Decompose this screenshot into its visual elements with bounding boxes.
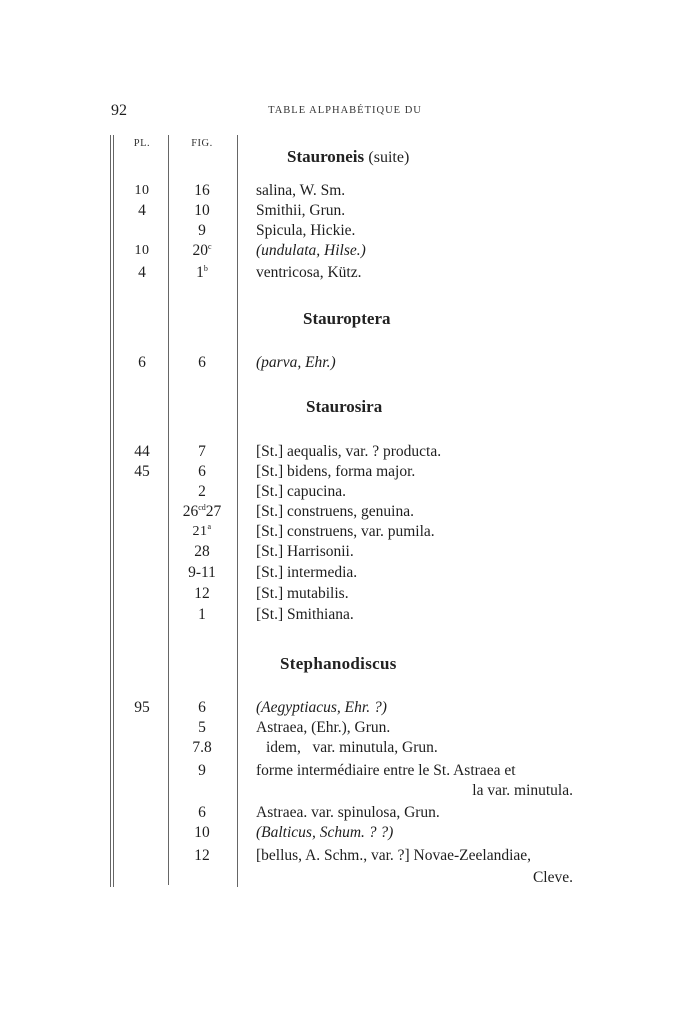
entry-row bbox=[0, 221, 700, 241]
entry-figure: 9 bbox=[198, 222, 206, 239]
page-number: 92 bbox=[111, 102, 127, 119]
entry-text: Spicula, Hickie. bbox=[256, 222, 356, 239]
entry-row-continuation bbox=[0, 781, 700, 801]
entry-text: Astraea. var. spinulosa, Grun. bbox=[256, 804, 440, 821]
entry-figure: 7 bbox=[198, 443, 206, 460]
figure-number: 20 bbox=[192, 242, 208, 259]
entry-row bbox=[0, 482, 700, 502]
entry-text: [St.] aequalis, var. ? producta. bbox=[256, 443, 442, 460]
genus-heading bbox=[287, 147, 409, 167]
entry-plate: 44 bbox=[134, 443, 150, 460]
entry-plate: 95 bbox=[134, 699, 150, 716]
entry-figure: 2 bbox=[198, 483, 206, 500]
entry-plate: 10 bbox=[134, 183, 150, 198]
entry-plate: 10 bbox=[134, 243, 150, 258]
entry-figure: 6 bbox=[198, 804, 206, 821]
entry-text: [St.] bidens, forma major. bbox=[256, 463, 416, 480]
entry-plate: 45 bbox=[134, 463, 150, 480]
entry-row bbox=[0, 761, 700, 781]
entry-text: Astraea, (Ehr.), Grun. bbox=[256, 719, 391, 736]
entry-text: [St.] construens, genuina. bbox=[256, 503, 414, 520]
running-head: TABLE ALPHABÉTIQUE DU bbox=[268, 105, 422, 116]
entry-figure bbox=[170, 502, 234, 522]
entry-row bbox=[0, 584, 700, 604]
entry-figure: 12 bbox=[194, 585, 210, 602]
genus-heading: Stephanodiscus bbox=[280, 654, 397, 673]
entry-row bbox=[0, 846, 700, 866]
figure-superscript: cd bbox=[198, 503, 206, 512]
entry-plate: 4 bbox=[138, 264, 146, 281]
entry-row bbox=[0, 542, 700, 562]
entry-figure: 5 bbox=[198, 719, 206, 736]
entry-text: (undulata, Hilse.) bbox=[256, 242, 366, 259]
figure-superscript: c bbox=[207, 242, 212, 251]
entry-plate: 6 bbox=[138, 354, 146, 371]
entry-figure: 16 bbox=[194, 182, 210, 199]
figure-superscript: b bbox=[203, 264, 208, 273]
entry-row bbox=[0, 263, 700, 283]
entry-text: (Aegyptiacus, Ehr. ?) bbox=[256, 699, 387, 716]
entry-figure bbox=[170, 522, 234, 542]
entry-figure: 28 bbox=[194, 543, 210, 560]
column-header-fig: FIG. bbox=[191, 138, 213, 149]
figure-number: 21 bbox=[192, 524, 208, 539]
entry-row bbox=[0, 605, 700, 625]
entry-figure bbox=[170, 241, 234, 261]
entry-figure: 12 bbox=[194, 847, 210, 864]
entry-row bbox=[0, 462, 700, 482]
entry-text: [St.] capucina. bbox=[256, 483, 346, 500]
entry-row bbox=[0, 738, 700, 758]
entry-figure: 6 bbox=[198, 354, 206, 371]
entry-text: Smithii, Grun. bbox=[256, 202, 346, 219]
entry-figure: 9 bbox=[198, 762, 206, 779]
genus-heading: Staurosira bbox=[306, 397, 383, 416]
genus-suffix: (suite) bbox=[368, 149, 410, 166]
entry-text: ventricosa, Kütz. bbox=[256, 264, 362, 281]
entry-row bbox=[0, 201, 700, 221]
entry-text: [bellus, A. Schm., var. ?] Novae-Zeelandiae, bbox=[256, 847, 532, 864]
genus-name: Stauroneis bbox=[287, 147, 365, 166]
entry-text: (Balticus, Schum. ? ?) bbox=[256, 824, 394, 841]
entry-text: idem, var. minutula, Grun. bbox=[266, 739, 438, 756]
entry-text: [St.] construens, var. pumila. bbox=[256, 523, 435, 540]
entry-figure: 9-11 bbox=[188, 564, 216, 581]
entry-text: [St.] intermedia. bbox=[256, 564, 358, 581]
entry-figure: 10 bbox=[194, 202, 210, 219]
entry-text: salina, W. Sm. bbox=[256, 182, 346, 199]
entry-figure: 10 bbox=[194, 824, 210, 841]
entry-row-continuation bbox=[0, 868, 700, 888]
entry-row bbox=[0, 803, 700, 823]
entry-text: [St.] Smithiana. bbox=[256, 606, 354, 623]
entry-figure: 6 bbox=[198, 699, 206, 716]
entry-figure: 6 bbox=[198, 463, 206, 480]
entry-row bbox=[0, 718, 700, 738]
entry-row bbox=[0, 563, 700, 583]
entry-row bbox=[0, 522, 700, 542]
entry-text-continuation: la var. minutula. bbox=[472, 782, 573, 799]
entry-row bbox=[0, 241, 700, 261]
entry-figure: 1 bbox=[198, 606, 206, 623]
entry-text: forme intermédiaire entre le St. Astraea et bbox=[256, 762, 516, 779]
entry-row bbox=[0, 698, 700, 718]
entry-row bbox=[0, 823, 700, 843]
entry-plate: 4 bbox=[138, 202, 146, 219]
entry-row bbox=[0, 353, 700, 373]
entry-text-continuation: Cleve. bbox=[532, 869, 573, 886]
entry-text: (parva, Ehr.) bbox=[256, 354, 336, 371]
entry-row bbox=[0, 181, 700, 201]
figure-superscript: a bbox=[207, 522, 212, 531]
entry-row bbox=[0, 502, 700, 522]
entry-text: [St.] mutabilis. bbox=[256, 585, 349, 602]
entry-figure bbox=[170, 263, 234, 283]
figure-number-after: 27 bbox=[205, 503, 222, 520]
genus-heading: Stauroptera bbox=[303, 309, 391, 328]
entry-text: [St.] Harrisonii. bbox=[256, 543, 354, 560]
entry-row bbox=[0, 442, 700, 462]
entry-figure: 7.8 bbox=[192, 739, 212, 756]
figure-number: 1 bbox=[196, 264, 204, 281]
figure-number: 26 bbox=[182, 503, 199, 520]
column-header-pl: PL. bbox=[133, 138, 151, 149]
